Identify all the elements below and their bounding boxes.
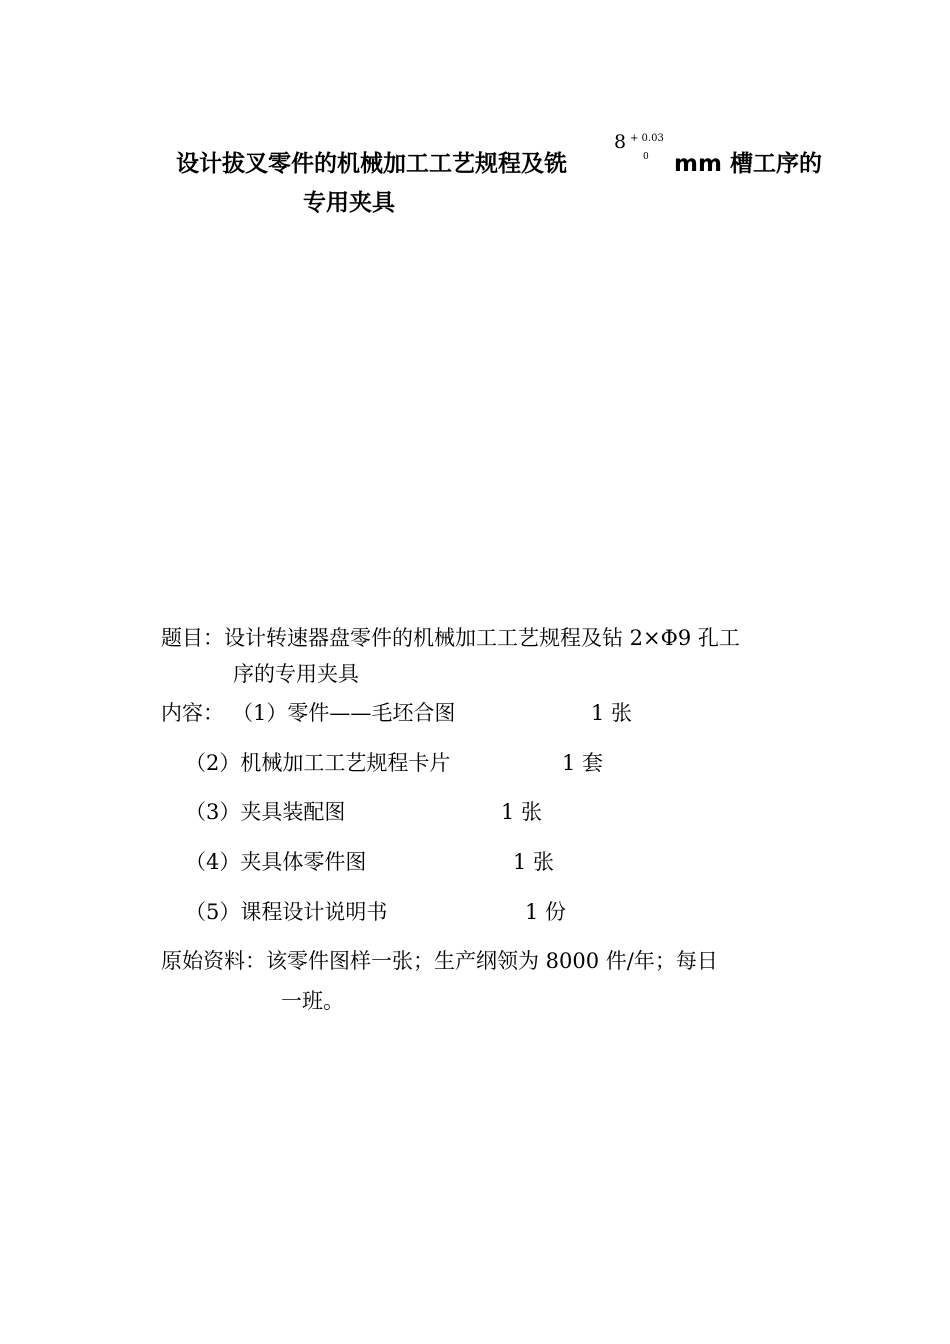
content-item-label: （4）夹具体零件图 [185,850,367,874]
content-item-quantity: 1 张 [513,850,555,874]
source-material-line-2: 一班。 [281,989,344,1013]
content-item-quantity: 1 套 [562,751,604,775]
content-item-label: （1）零件——毛坯合图 [232,701,456,725]
tolerance-upper-deviation: + 0.03 [630,133,664,144]
title-suffix: mm 槽工序的 [674,151,822,177]
content-label: 内容： [161,701,224,725]
content-item-label: （2）机械加工工艺规程卡片 [185,751,451,775]
document-title-line-1 [176,145,567,178]
content-item-quantity: 1 份 [525,900,567,924]
source-material-line-1: 原始资料：该零件图样一张；生产纲领为 8000 件/年；每日 [161,949,718,973]
content-item-label: （5）课程设计说明书 [185,900,388,924]
content-item-quantity: 1 张 [591,701,633,725]
tolerance-lower-deviation: 0 [643,152,649,162]
topic-line-1: 题目：设计转速器盘零件的机械加工工艺规程及钻 2×Φ9 孔工 [161,626,740,650]
topic-line-2: 序的专用夹具 [233,662,359,686]
tolerance-base-value: 8 [614,131,627,153]
title-prefix: 设计拔叉零件的机械加工工艺规程及铣 [176,151,567,177]
content-item-label: （3）夹具装配图 [185,800,346,824]
content-item-quantity: 1 张 [501,800,543,824]
document-title-line-2: 专用夹具 [303,190,395,216]
